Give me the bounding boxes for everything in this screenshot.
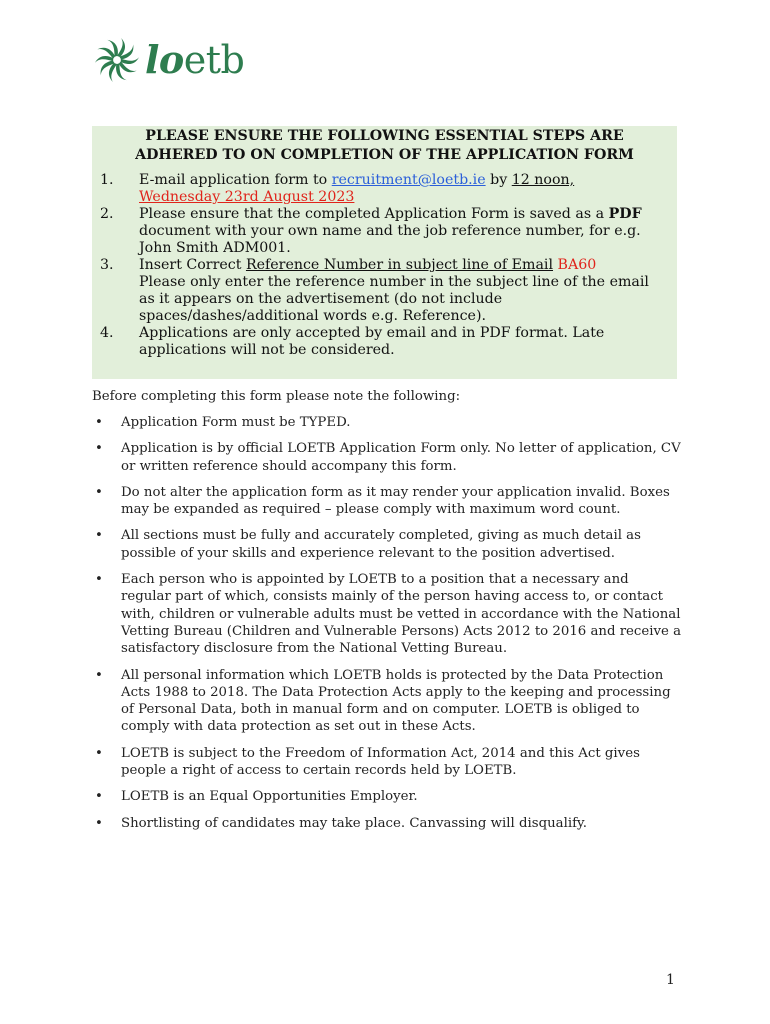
- step-item: 4. Applications are only accepted by email and in PDF format. Late applications will not be considered.: [100, 325, 605, 358]
- list-item: • LOETB is subject to the Freedom of Information Act, 2014 and this Act gives people a right of access to certain records held by LOETB.: [95, 745, 640, 779]
- bullet-icon: •: [95, 815, 103, 831]
- list-item: • LOETB is an Equal Opportunities Employer.: [95, 789, 418, 805]
- bullet-icon: •: [95, 441, 103, 457]
- page-number: 1: [666, 972, 675, 988]
- deadline-date: Wednesday 23rd August 2023: [139, 189, 355, 205]
- bullet-icon: •: [95, 745, 103, 761]
- list-item: • All sections must be fully and accurately completed, giving as much detail as possible of your skills and experience relevant to the position advertised.: [95, 528, 641, 561]
- step-item: 3. Insert Correct Reference Number in subject line of Email BA60 Please only enter the reference number in the subject line of the email as it appears on the advertisement (do not include spaces/dashes/additional words e.g. Reference).: [100, 257, 649, 324]
- step-item: 2. Please ensure that the completed Application Form is saved as a PDF document with your own name and the job reference number, for e.g. John Smith ADM001.: [100, 206, 642, 256]
- bullet-icon: •: [95, 528, 103, 544]
- bullet-icon: •: [95, 789, 103, 805]
- list-item: • Shortlisting of candidates may take place. Canvassing will disqualify.: [95, 815, 587, 831]
- list-item: • Do not alter the application form as it may render your application invalid. Boxes may be expanded as required – please comply with maximum word count.: [95, 484, 670, 518]
- list-item: • All personal information which LOETB holds is protected by the Data Protection Acts 1988 to 2018. The Data Protection Acts apply to the keeping and processing of Personal Data, both in manual form and on computer. LOETB is obliged to comply with data protection as set out in these Acts.: [95, 667, 671, 735]
- bullet-icon: •: [95, 572, 103, 588]
- list-item: • Application is by official LOETB Application Form only. No letter of application, CV or written reference should accompany this form.: [95, 441, 681, 474]
- reference-code: BA60: [557, 257, 597, 273]
- bullet-icon: •: [95, 415, 103, 430]
- recruitment-email-link[interactable]: recruitment@loetb.ie: [331, 172, 486, 188]
- notes-list: [92, 414, 682, 841]
- swirl-logo-icon: [93, 36, 141, 84]
- step-item: 1. E-mail application form to recruitment@loetb.ie by 12 noon, Wednesday 23rd August 2023: [100, 172, 575, 205]
- essential-steps-box: [92, 126, 677, 379]
- logo-wordmark: loetb: [145, 37, 245, 82]
- bullet-icon: •: [95, 667, 103, 683]
- essential-steps-list: [100, 172, 669, 359]
- notes-intro: Before completing this form please note the following:: [92, 389, 461, 404]
- list-item: • Application Form must be TYPED.: [95, 415, 351, 430]
- essential-steps-heading: PLEASE ENSURE THE FOLLOWING ESSENTIAL STEPS ARE ADHERED TO ON COMPLETION OF THE APPLICATION FORM: [135, 128, 634, 163]
- bullet-icon: •: [95, 484, 103, 500]
- list-item: • Each person who is appointed by LOETB to a position that a necessary and regular part of which, consists mainly of the person having access to, or contact with, children or vulnerable adults must be vetted in accordance with the National Vetting Bureau (Children and Vulnerable Persons) Acts 2012 to 2016 and receive a satisfactory disclosure from the National Vetting Bureau.: [95, 572, 682, 657]
- loetb-logo: [93, 34, 244, 86]
